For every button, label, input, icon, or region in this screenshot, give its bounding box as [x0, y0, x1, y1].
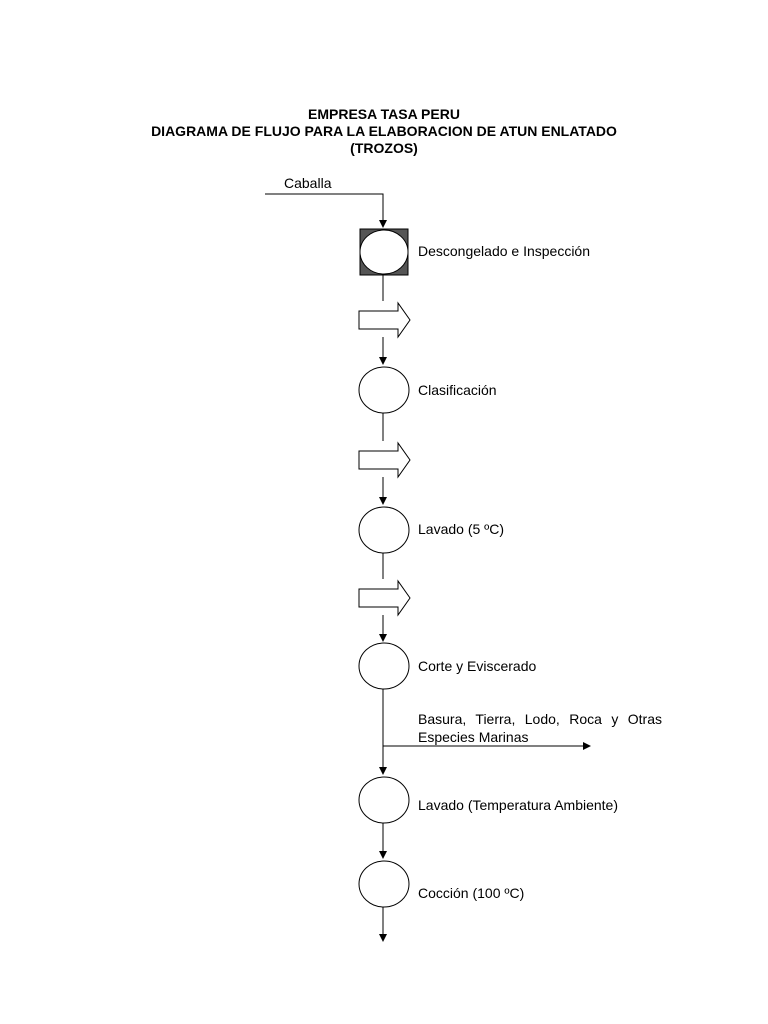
transport-symbol — [359, 581, 410, 615]
step-label: Clasificación — [418, 382, 497, 398]
diagram-title: DIAGRAMA DE FLUJO PARA LA ELABORACION DE ATUN ENLATADO — [151, 123, 617, 139]
transport-symbol — [359, 443, 410, 477]
operation-symbol — [359, 367, 409, 413]
waste-output-label — [418, 710, 662, 746]
company-name: EMPRESA TASA PERU — [308, 106, 460, 122]
step-label: Lavado (Temperatura Ambiente) — [418, 797, 618, 813]
step-label: Descongelado e Inspección — [418, 243, 591, 259]
waste-output-line1: Basura, Tierra, Lodo, Roca y Otras — [418, 711, 662, 727]
step-label: Lavado (5 ºC) — [418, 521, 505, 537]
step-label: Corte y Eviscerado — [418, 658, 537, 674]
input-connector — [265, 194, 383, 227]
waste-output-line2: Especies Marinas — [418, 729, 529, 745]
diagram-subtitle: (TROZOS) — [350, 140, 418, 156]
operation-inspection-symbol — [360, 229, 408, 275]
operation-symbol — [359, 507, 409, 553]
operation-symbol — [359, 777, 409, 823]
transport-symbol — [359, 303, 410, 337]
step-label: Cocción (100 ºC) — [418, 885, 525, 901]
operation-symbol — [359, 861, 409, 907]
operation-symbol — [359, 643, 409, 689]
input-label: Caballa — [284, 175, 332, 191]
